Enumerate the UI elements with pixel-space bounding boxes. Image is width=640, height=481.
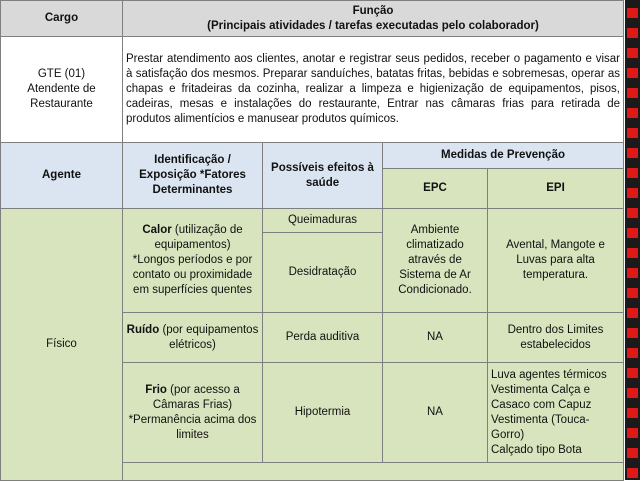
stripe-segment: [627, 8, 638, 18]
stripe-segment: [627, 308, 638, 318]
funcao-title: Função: [352, 4, 394, 17]
factor-ruido: [123, 313, 263, 363]
stripe-segment: [627, 208, 638, 218]
epi-frio-line4: Calçado tipo Bota: [491, 443, 582, 456]
factor-calor: [123, 209, 263, 313]
epc-calor: Ambiente climatizado através de Sistema de Ar Condicionado.: [383, 209, 488, 313]
factor-calor-title: Calor: [142, 224, 172, 236]
epi-frio: [488, 363, 624, 463]
factor-ruido-detail: (por equipamentos elétricos): [162, 323, 259, 351]
epi-frio-line1: Luva agentes térmicos: [491, 368, 607, 381]
stripe-segment: [627, 408, 638, 418]
stripe-segment: [627, 468, 638, 478]
factor-frio-title: Frio: [145, 383, 167, 396]
cargo-header: Cargo: [1, 1, 123, 37]
stripe-segment: [627, 128, 638, 138]
decorative-edge-stripe: [625, 0, 640, 480]
stripe-segment: [627, 88, 638, 98]
epi-header: EPI: [488, 169, 624, 209]
stripe-segment: [627, 228, 638, 238]
funcao-subtitle: (Principais atividades / tarefas executadas pelo colaborador): [207, 19, 539, 32]
funcao-header: [123, 1, 624, 37]
stripe-segment: [627, 248, 638, 258]
stripe-segment: [627, 328, 638, 338]
job-cell: [1, 37, 123, 143]
agent-fisico: Físico: [1, 209, 123, 481]
table-continuation: [123, 463, 624, 481]
job-role-line2: Restaurante: [30, 98, 93, 110]
medidas-header: Medidas de Prevenção: [383, 143, 624, 169]
job-description: Prestar atendimento aos clientes, anotar e registrar seus pedidos, receber o pagamento e visar à satisfação dos mesmos. Preparar sanduíches, batatas fritas, bebidas e sobremesas, operar as chapas e fritadeiras da cozinha, realizar a limpeza e higienização de equipamentos, pisos, cadeiras, mesas e instalações do restaurante, Entrar nas câmaras frias para retirada de produtos alimentícios e manusear produtos químicos.: [123, 37, 624, 143]
effect-perda-auditiva: Perda auditiva: [263, 313, 383, 363]
stripe-segment: [627, 168, 638, 178]
effect-queimaduras: Queimaduras: [263, 209, 383, 233]
efeitos-header: Possíveis efeitos à saúde: [263, 143, 383, 209]
stripe-segment: [627, 68, 638, 78]
stripe-segment: [627, 288, 638, 298]
epc-ruido: NA: [383, 313, 488, 363]
effect-hipotermia: Hipotermia: [263, 363, 383, 463]
stripe-segment: [627, 388, 638, 398]
factor-ruido-title: Ruído: [126, 323, 160, 336]
factor-calor-detail: (utilização de equipamentos): [154, 224, 243, 251]
stripe-segment: [627, 48, 638, 58]
factor-frio-detail: (por acesso a Câmaras Frias): [152, 383, 240, 411]
identificacao-header: Identificação / Exposição *Fatores Determinantes: [123, 143, 263, 209]
stripe-segment: [627, 148, 638, 158]
epc-frio: NA: [383, 363, 488, 463]
epi-ruido: Dentro dos Limites estabelecidos: [488, 313, 624, 363]
agente-header: Agente: [1, 143, 123, 209]
job-code: GTE (01): [37, 68, 86, 80]
factor-calor-note: *Longos períodos e por contato ou proximidade em superfícies quentes: [132, 254, 253, 296]
epi-frio-line2: Vestimenta Calça e Casaco com Capuz: [491, 383, 592, 411]
stripe-segment: [627, 28, 638, 38]
stripe-segment: [627, 108, 638, 118]
factor-frio-note: *Permanência acima dos limites: [128, 413, 257, 441]
epi-frio-line3: Vestimenta (Touca-Gorro): [491, 413, 590, 441]
stripe-segment: [627, 428, 638, 438]
stripe-segment: [627, 348, 638, 358]
stripe-segment: [627, 268, 638, 278]
stripe-segment: [627, 188, 638, 198]
stripe-segment: [627, 448, 638, 458]
stripe-segment: [627, 368, 638, 378]
epc-header: EPC: [383, 169, 488, 209]
effect-desidratacao: Desidratação: [263, 233, 383, 313]
epi-calor: Avental, Mangote e Luvas para alta temperatura.: [488, 209, 624, 313]
factor-frio: [123, 363, 263, 463]
job-role-line1: Atendente de: [27, 83, 96, 95]
